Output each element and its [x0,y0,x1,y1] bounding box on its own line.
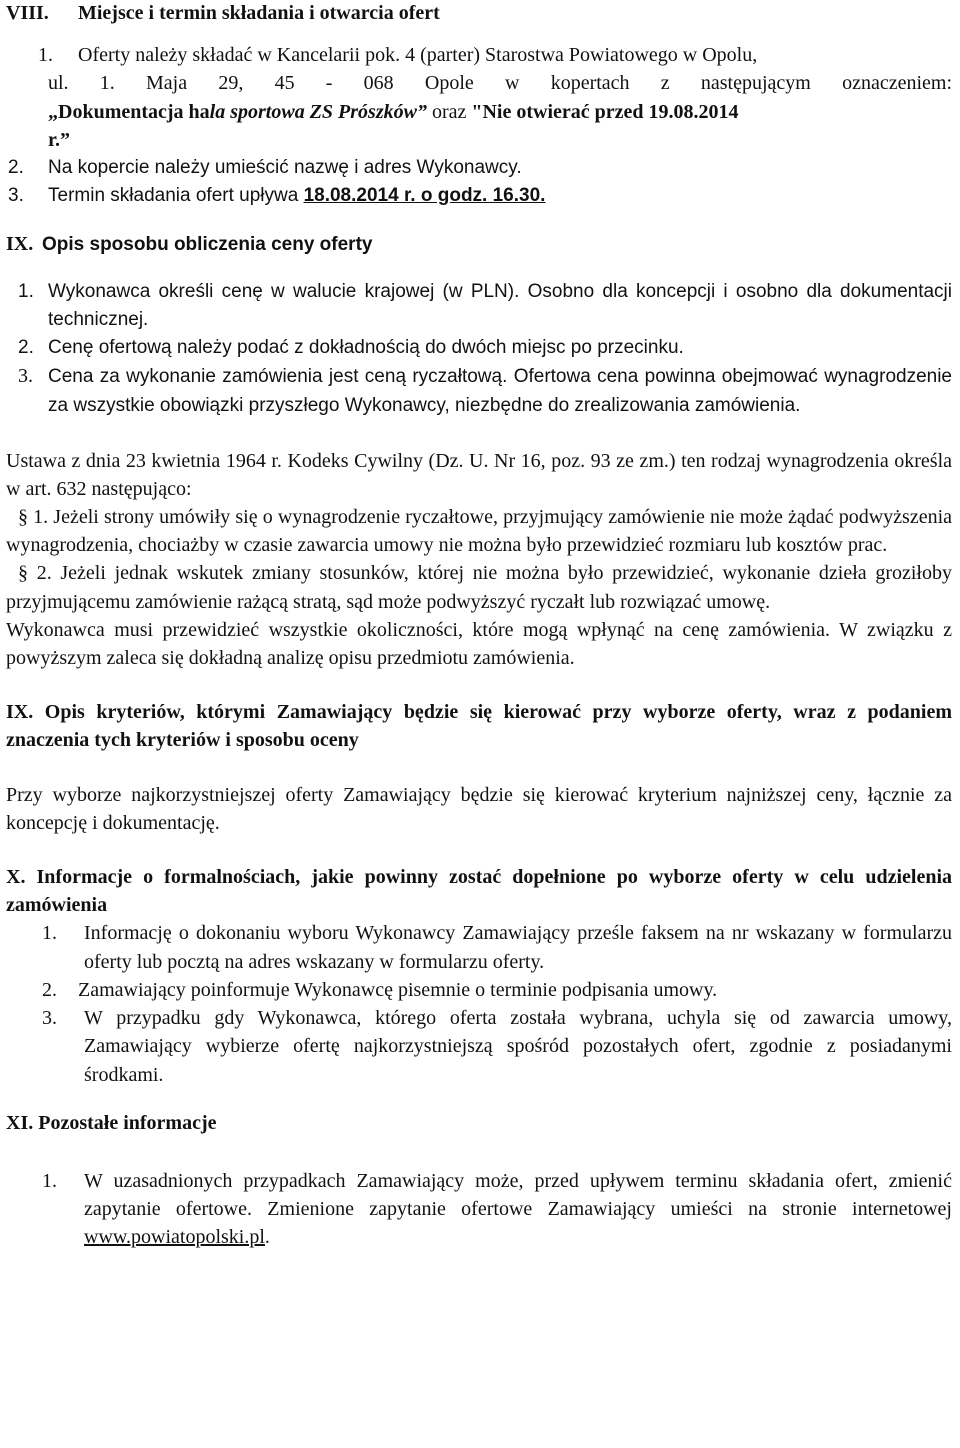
text-line: ul. 1. Maja 29, 45 - 068 Opole w kopertach z następującym oznaczeniem: [48,72,952,95]
text-line: Oferty należy składać w Kancelarii pok. 4 (parter) Starostwa Powiatowego w Opolu, [78,44,758,67]
statute-text: 1. Jeżeli strony umówiły się o wynagrodzenie ryczałtowe, przyjmujący zamówienie nie może żądać podwyższenia wynagrodzenia, chociażby w czasie zawarcia umowy nie można było przewidzieć rozmiaru lub kosztów prac. [6,506,952,557]
item-text: Wykonawca określi cenę w walucie krajowej (w PLN). [48,280,520,302]
item-text: Cena za wykonanie zamówienia jest ceną ryczałtową. [48,366,508,388]
criteria-paragraph: Przy wyborze najkorzystniejszej oferty Zamawiający będzie się kierować kryterium najniższej ceny, łącznie za koncepcję i dokumentację. [6,783,952,834]
contractor-paragraph: Wykonawca musi przewidzieć wszystkie okoliczności, które mogą wpłynąć na cenę zamówienia. W związku z powyższym zaleca się dokładną analizę opisu przedmiotu zamówienia. [6,618,952,670]
list-item [6,362,952,420]
statute-text: 2. Jeżeli jednak wskutek zmiany stosunków, której nie można było przewidzieć, wykonanie dzieła groziłoby przyjmującemu zamówienie rażącą stratą, sąd może podwyższyć ryczałt lub rozwiązać umowę. [6,562,952,613]
item-text: Zamawiający poinformuje Wykonawcę pisemnie o terminie podpisania umowy. [78,978,718,1001]
item-number: 3. [18,365,33,388]
deadline-text: 18.08.2014 r. o godz. 16.30. [303,185,546,207]
section-mark: § [18,506,28,529]
section-title: Miejsce i termin składania i otwarcia ofert [78,2,440,24]
section-number: VIII. [6,2,49,24]
item-number: 1. [18,280,34,302]
list-item [6,976,952,1004]
item-text: W przypadku gdy Wykonawca, którego oferta została wybrana, uchyla się od zawarcia umowy, Zamawiający wybierze ofertę najkorzystniejszą spośród pozostałych ofert, zgodnie z posiadanymi środkami. [84,1007,952,1086]
list-item [0,154,952,182]
list-item [6,1004,952,1089]
text-line [48,98,952,126]
item-number: 1. [38,44,53,67]
item-text: W uzasadnionych przypadkach Zamawiający może, przed upływem terminu składania ofert, zmienić zapytanie ofertowe. Zmienione zapytanie ofertowe Zamawiający umieści na stronie internetowej [84,1169,952,1221]
list-item [6,919,952,975]
item-number: 1. [42,922,57,945]
section-mark: § [18,562,28,585]
item-number: 2. [18,337,34,359]
item-number: 1. [42,1169,57,1192]
text-line: r.” [48,128,71,151]
list-item [6,278,952,334]
item-text: Ofertowa cena powinna obejmować wynagrodzenie za wszystkie obowiązki przyszłego Wykonawcy, niezbędne do zrealizowania zamówienia. [48,366,952,417]
section-ix-criteria-heading: IX. Opis kryteriów, którymi Zamawiający będzie się kierować przy wyborze oferty, wraz z podaniem znaczenia tych kryteriów i sposobu oceny [6,701,952,752]
section-viii-heading [6,0,952,27]
list-item [6,1167,952,1252]
label-bold: "Nie otwierać przed 19.08.2014 [471,100,739,123]
statute-paragraph: Ustawa z dnia 23 kwietnia 1964 r. Kodeks Cywilny (Dz. U. Nr 16, poz. 93 ze zm.) ten rodzaj wynagrodzenia określa w art. 632 następująco: [6,449,952,500]
list-item [0,182,952,210]
item-text: Termin składania ofert upływa [48,185,304,207]
website-link[interactable]: www.powiatopolski.pl [84,1226,265,1249]
item-text: Osobno dla koncepcji i osobno dla dokumentacji technicznej. [48,280,952,330]
item-number: 3. [42,1007,57,1030]
list-item [6,41,952,154]
item-text: Cenę ofertową należy podać z dokładnością do dwóch miejsc po przecinku. [48,337,684,359]
item-number: 3. [8,185,24,207]
section-x-heading: X. Informacje o formalnościach, jakie powinny zostać dopełnione po wyborze oferty w celu udzielenia zamówienia [6,866,952,917]
section-number: IX. [6,233,34,256]
statute-section-2 [6,559,952,615]
text: oraz [426,100,472,123]
list-item [6,334,952,362]
item-text: Na kopercie należy umieścić nazwę i adres Wykonawcy. [48,157,522,179]
item-number: 2. [8,157,24,179]
label-bold-italic: la sportowa ZS Prószków” [209,100,427,123]
label-bold: „Dokumentacja ha [48,100,210,123]
item-text: Informację o dokonaniu wyboru Wykonawcy Zamawiający prześle faksem na nr wskazany w formularzu oferty lub pocztą na adres wskazany w formularzu oferty. [84,922,952,973]
item-number: 2. [42,978,57,1001]
section-title: Opis sposobu obliczenia ceny oferty [42,234,373,256]
item-text: . [264,1226,270,1249]
section-ix-heading [6,230,952,259]
statute-section-1 [6,503,952,559]
section-xi-heading: XI. Pozostałe informacje [6,1111,217,1134]
